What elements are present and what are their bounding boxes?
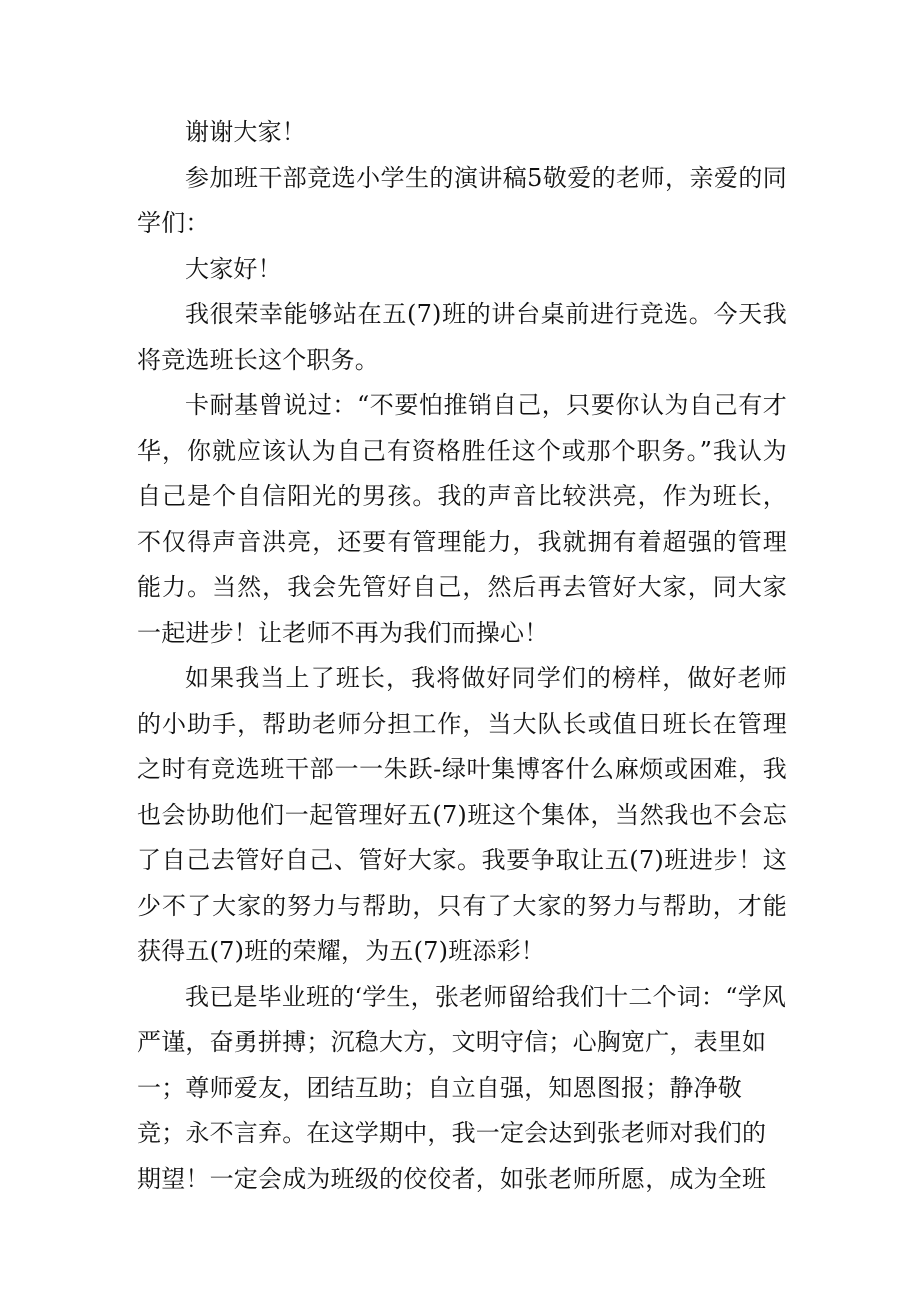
paragraph-carnegie-quote: 卡耐基曾说过：“不要怕推销自己，只要你认为自己有才华，你就应该认为自己有资格胜任这个或那个职务。”我认为自己是个自信阳光的男孩。我的声音比较洪亮，作为班长，不仅得声音洪亮，还要有管理能力，我就拥有着超强的管理能力。当然，我会先管好自己，然后再去管好大家，同大家一起进步！让老师不再为我们而操心！ — [137, 391, 787, 647]
paragraph-thanks: 谢谢大家！ — [185, 118, 306, 146]
paragraph-title-greeting: 参加班干部竞选小学生的演讲稿5敬爱的老师，亲爱的同学们： — [137, 163, 787, 237]
paragraph-hello: 大家好！ — [185, 254, 282, 283]
paragraph-graduation-class: 我已是毕业班的‘学生，张老师留给我们十二个词：“学风严谨，奋勇拼搏；沉稳大方，文明守信；心胸宽广，表里如一；尊师爱友，团结互助；自立自强，知恩图报；静净敬竞；永不言弃。在这学期中，我一定会达到张老师对我们的期望！一定会成为班级的佼佼者，如张老师所愿，成为全班 — [137, 982, 787, 1193]
paragraph-class-leader-plan: 如果我当上了班长，我将做好同学们的榜样，做好老师的小助手，帮助老师分担工作，当大队长或值日班长在管理之时有竞选班干部一一朱跃-绿叶集博客什么麻烦或困难，我也会协助他们一起管理好五(7)班这个集体，当然我也不会忘了自己去管好自己、管好大家。我要争取让五(7)班进步！这少不了大家的努力与帮助，只有了大家的努力与帮助，才能获得五(7)班的荣耀，为五(7)班添彩！ — [137, 664, 787, 965]
paragraph-introduction: 我很荣幸能够站在五(7)班的讲台桌前进行竞选。今天我将竞选班长这个职务。 — [137, 300, 787, 374]
speech-text-body — [137, 110, 787, 1202]
